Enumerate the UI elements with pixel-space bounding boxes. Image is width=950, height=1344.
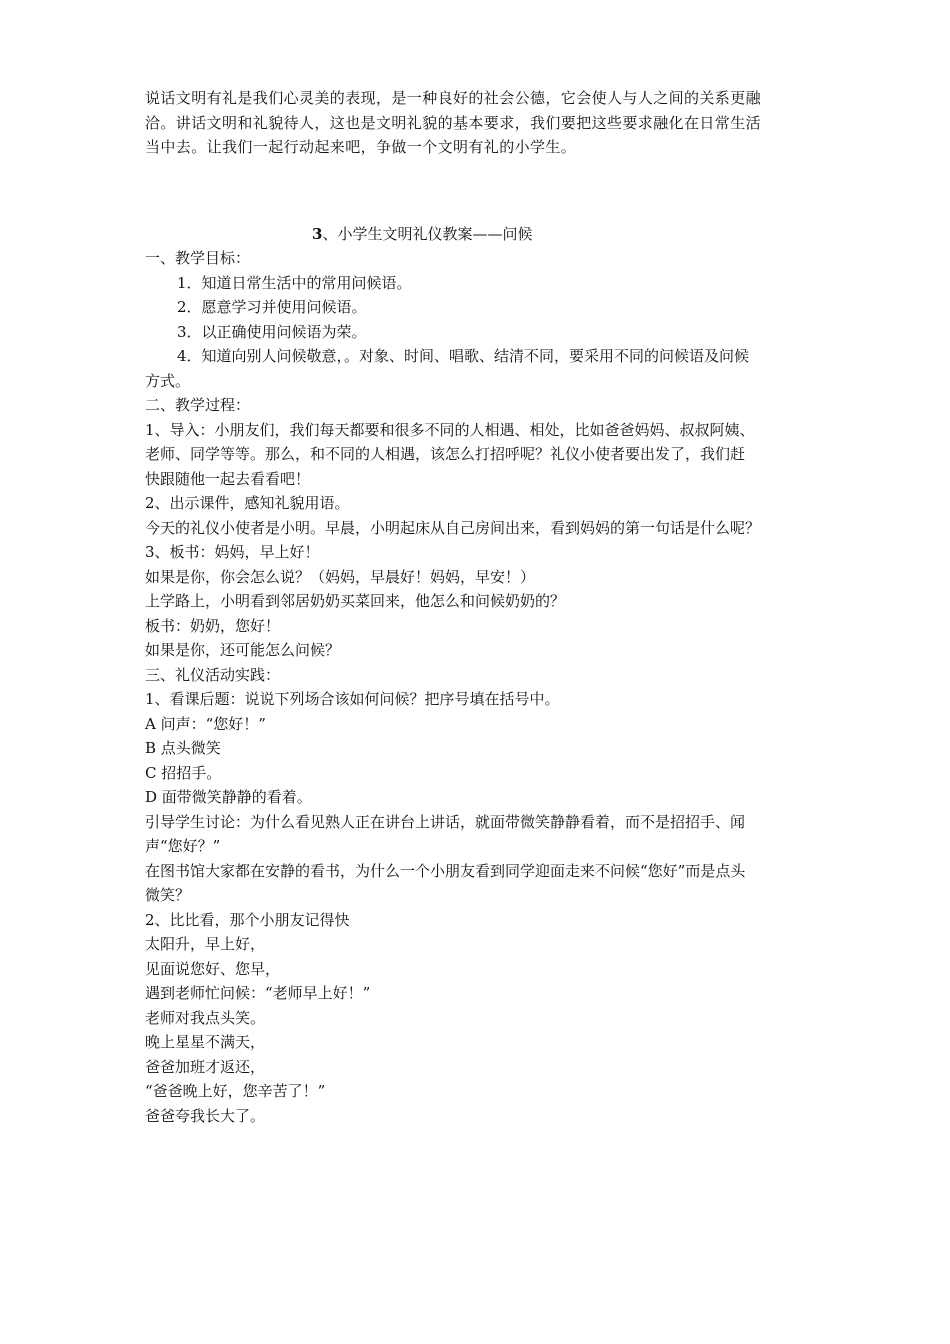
rhyme-line: 老师对我点头笑。	[145, 1008, 266, 1027]
intro-line: 当中去。让我们一起行动起来吧，争做一个文明有礼的小学生。	[145, 138, 577, 156]
rhyme-line: 太阳升，早上好，	[145, 935, 266, 953]
process-line: 老师、同学等等。那么，和不同的人相遇，该怎么打招呼呢？礼仪小使者要出发了，我们赶	[145, 445, 746, 463]
practice-option: C 招招手。	[145, 763, 222, 782]
process-line: 今天的礼仪小使者是小明。早晨，小明起床从自己房间出来，看到妈妈的第一句话是什么呢？	[145, 518, 761, 537]
section-heading: 二、教学过程：	[145, 396, 251, 414]
process-line: 板书：奶奶，您好！	[145, 616, 281, 635]
section-teaching-process	[145, 393, 811, 663]
section-heading: 一、教学目标：	[145, 249, 251, 267]
rhyme-line: 见面说您好、您早，	[145, 959, 281, 978]
process-line: 2、出示课件，感知礼貌用语。	[145, 494, 350, 512]
rhyme-line: “爸爸晚上好，您辛苦了！”	[145, 1082, 326, 1100]
intro-line: 说话文明有礼是我们心灵美的表现，是一种良好的社会公德，它会使人与人之间的关系更融	[145, 89, 762, 107]
process-line: 如果是你，还可能怎么问候？	[145, 641, 341, 659]
goal-item-continuation: 方式。	[145, 371, 191, 390]
section-etiquette-practice	[145, 663, 811, 1129]
practice-line: 微笑？	[145, 886, 191, 904]
practice-option: B 点头微笑	[145, 739, 221, 757]
intro-line: 洽。讲话文明和礼貌待人，这也是文明礼貌的基本要求，我们要把这些要求融化在日常生活	[145, 113, 762, 132]
goal-item: 3．以正确使用问候语为荣。	[177, 322, 367, 341]
section-teaching-goals	[145, 246, 811, 393]
practice-option: D 面带微笑静静的看着。	[145, 788, 312, 806]
rhyme-line: 晚上星星不满天，	[145, 1033, 266, 1051]
practice-line: 1、看课后题：说说下列场合该如何问候？把序号填在括号中。	[145, 690, 560, 708]
document-page	[145, 86, 811, 1128]
practice-line: 声“您好？”	[145, 837, 221, 855]
goal-item: 2．愿意学习并使用问候语。	[177, 298, 367, 316]
section-heading: 三、礼仪活动实践：	[145, 665, 281, 684]
rhyme-line: 遇到老师忙问候：“老师早上好！”	[145, 984, 371, 1002]
practice-option: A 问声：“您好！”	[145, 714, 266, 733]
practice-line: 2、比比看，那个小朋友记得快	[145, 910, 350, 929]
process-line: 如果是你，你会怎么说？（妈妈，早晨好！妈妈，早安！）	[145, 567, 536, 586]
lesson-title-text: 、小学生文明礼仪教案——问候	[322, 224, 533, 243]
intro-paragraph	[145, 86, 811, 160]
process-line: 3、板书：妈妈，早上好！	[145, 543, 320, 561]
goal-item: 4．知道向别人问候敬意，。对象、时间、唱歌、结清不同，要采用不同的问候语及问候	[177, 347, 750, 365]
goal-item: 1．知道日常生活中的常用问候语。	[177, 273, 412, 292]
lesson-title	[145, 222, 811, 247]
rhyme-line: 爸爸加班才返还，	[145, 1057, 266, 1076]
process-line: 上学路上，小明看到邻居奶奶买菜回来，他怎么和问候奶奶的？	[145, 592, 566, 610]
rhyme-line: 爸爸夸我长大了。	[145, 1106, 266, 1125]
lesson-title-number: 3	[312, 224, 323, 243]
practice-line: 引导学生讨论：为什么看见熟人正在讲台上讲话，就面带微笑静静看着，而不是招招手、闻	[145, 812, 746, 831]
process-line: 快跟随他一起去看看吧！	[145, 469, 311, 488]
practice-line: 在图书馆大家都在安静的看书，为什么一个小朋友看到同学迎面走来不问候“您好”而是点头	[145, 861, 746, 880]
process-line: 1、导入：小朋友们，我们每天都要和很多不同的人相遇、相处，比如爸爸妈妈、叔叔阿姨、	[145, 420, 755, 439]
